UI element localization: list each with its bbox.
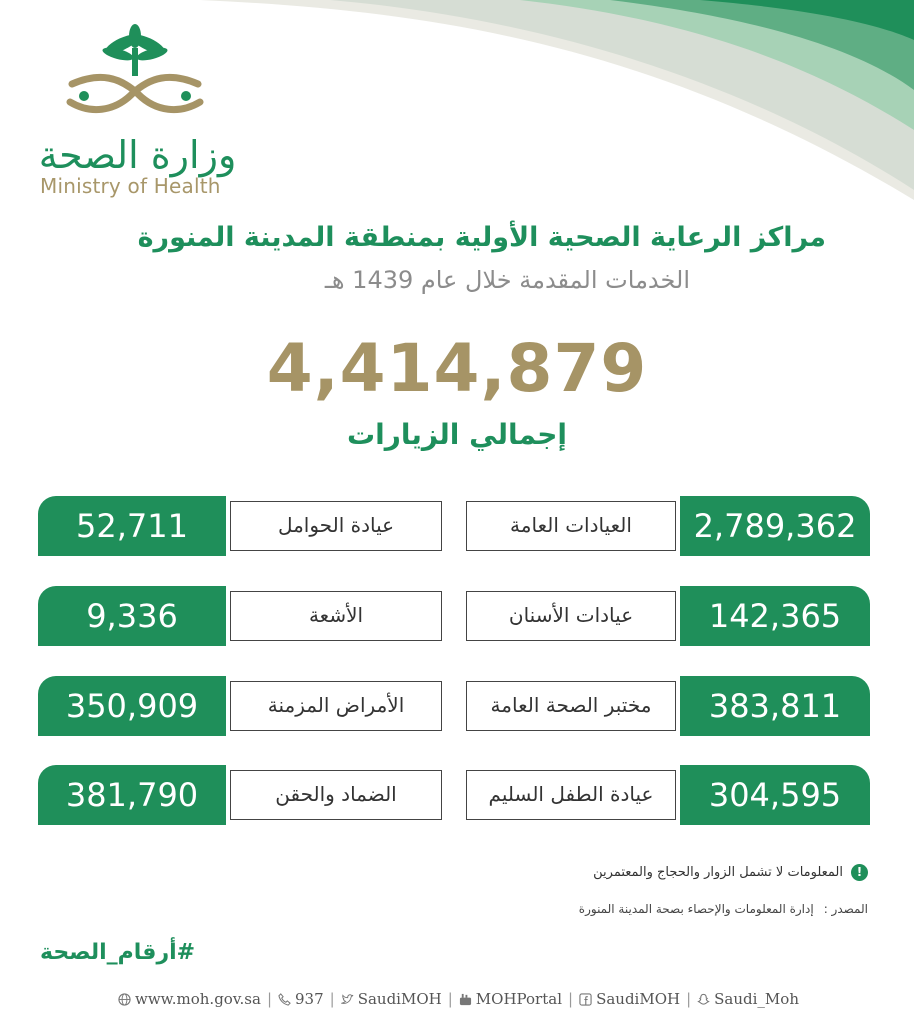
footer-facebook-text: SaudiMOH	[596, 990, 681, 1008]
stat-value: 304,595	[680, 765, 870, 825]
page-subtitle: الخدمات المقدمة خلال عام 1439 هـ	[324, 266, 690, 294]
footer-separator: |	[686, 990, 692, 1008]
stat-label: الأمراض المزمنة	[230, 681, 442, 731]
footer-separator: |	[447, 990, 453, 1008]
stat-label: عيادة الطفل السليم	[466, 770, 676, 820]
footer-contacts	[118, 986, 799, 1012]
logo-english-text: Ministry of Health	[40, 174, 221, 198]
total-visits-label: إجمالي الزيارات	[346, 418, 568, 451]
logo-arabic-text: وزارة الصحة	[38, 133, 237, 177]
exclamation-icon: !	[851, 864, 868, 881]
stat-value: 52,711	[38, 496, 226, 556]
source-line	[579, 902, 868, 916]
phone-icon	[278, 993, 291, 1006]
stat-label: عيادات الأسنان	[466, 591, 676, 641]
info-note	[593, 864, 868, 881]
youtube-icon	[459, 993, 472, 1006]
facebook-icon	[579, 993, 592, 1006]
footer-website-text: www.moh.gov.sa	[135, 990, 261, 1008]
palm-swords-emblem-icon	[60, 22, 210, 132]
footer-twitter-text: SaudiMOH	[357, 990, 442, 1008]
footer-twitter[interactable]	[341, 990, 442, 1008]
stat-dental-clinics	[466, 586, 870, 646]
hashtag[interactable]: #أرقام_الصحة	[40, 940, 196, 965]
footer-website[interactable]	[118, 990, 261, 1008]
stat-label: الضماد والحقن	[230, 770, 442, 820]
source-label: المصدر :	[823, 902, 868, 916]
stat-pregnancy-clinic	[38, 496, 442, 556]
stat-radiology	[38, 586, 442, 646]
twitter-icon	[341, 993, 354, 1006]
globe-icon	[118, 993, 131, 1006]
footer-youtube-text: MOHPortal	[475, 990, 562, 1008]
stat-value: 9,336	[38, 586, 226, 646]
footer-youtube[interactable]	[459, 990, 562, 1008]
footer-separator: |	[568, 990, 574, 1008]
footer-phone-text: 937	[295, 990, 324, 1008]
total-visits-value: 4,414,879	[266, 330, 648, 407]
footer-separator: |	[266, 990, 272, 1008]
stat-label: عيادة الحوامل	[230, 501, 442, 551]
stat-dressing-injections	[38, 765, 442, 825]
info-note-text: المعلومات لا تشمل الزوار والحجاج والمعتمرين	[593, 865, 843, 880]
stat-value: 383,811	[680, 676, 870, 736]
source-text: إدارة المعلومات والإحصاء بصحة المدينة المنورة	[578, 902, 814, 916]
footer-snapchat-text: Saudi_Moh	[714, 990, 799, 1008]
footer-snapchat[interactable]	[697, 990, 799, 1008]
footer-phone[interactable]	[278, 990, 324, 1008]
stat-label: مختبر الصحة العامة	[466, 681, 676, 731]
stat-value: 381,790	[38, 765, 226, 825]
stat-label: الأشعة	[230, 591, 442, 641]
snapchat-icon	[697, 993, 710, 1006]
moh-logo	[30, 22, 245, 202]
page-title: مراكز الرعاية الصحية الأولية بمنطقة المدينة المنورة	[137, 222, 826, 253]
footer-separator: |	[329, 990, 335, 1008]
footer-facebook[interactable]	[579, 990, 680, 1008]
stat-public-health-lab	[466, 676, 870, 736]
stat-value: 2,789,362	[680, 496, 870, 556]
stat-value: 142,365	[680, 586, 870, 646]
stat-general-clinics	[466, 496, 870, 556]
stat-chronic-diseases	[38, 676, 442, 736]
stat-well-baby-clinic	[466, 765, 870, 825]
stat-value: 350,909	[38, 676, 226, 736]
stat-label: العيادات العامة	[466, 501, 676, 551]
